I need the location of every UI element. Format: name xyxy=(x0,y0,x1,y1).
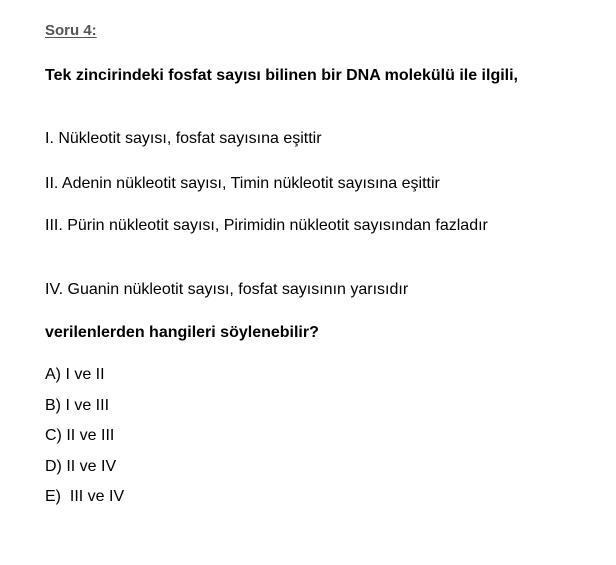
option-b[interactable]: B) I ve III xyxy=(45,396,110,414)
statement-1: I. Nükleotit sayısı, fosfat sayısına eşittir xyxy=(45,130,322,147)
statement-3: III. Pürin nükleotit sayısı, Pirimidin nükleotit sayısından fazladır xyxy=(45,217,488,234)
statement-4: IV. Guanin nükleotit sayısı, fosfat sayısının yarısıdır xyxy=(45,281,409,298)
option-d[interactable]: D) II ve IV xyxy=(45,457,117,475)
option-a[interactable]: A) I ve II xyxy=(45,366,105,383)
answer-options xyxy=(45,365,124,518)
question-number-title: Soru 4: xyxy=(45,22,97,39)
question-stem: Tek zincirindeki fosfat sayısı bilinen bir DNA molekülü ile ilgili, xyxy=(45,67,518,84)
option-e[interactable]: E) III ve IV xyxy=(45,488,125,505)
option-c[interactable]: C) II ve III xyxy=(45,427,115,444)
statement-2: II. Adenin nükleotit sayısı, Timin nükleotit sayısına eşittir xyxy=(45,175,440,192)
question-prompt: verilenlerden hangileri söylenebilir? xyxy=(45,324,319,341)
